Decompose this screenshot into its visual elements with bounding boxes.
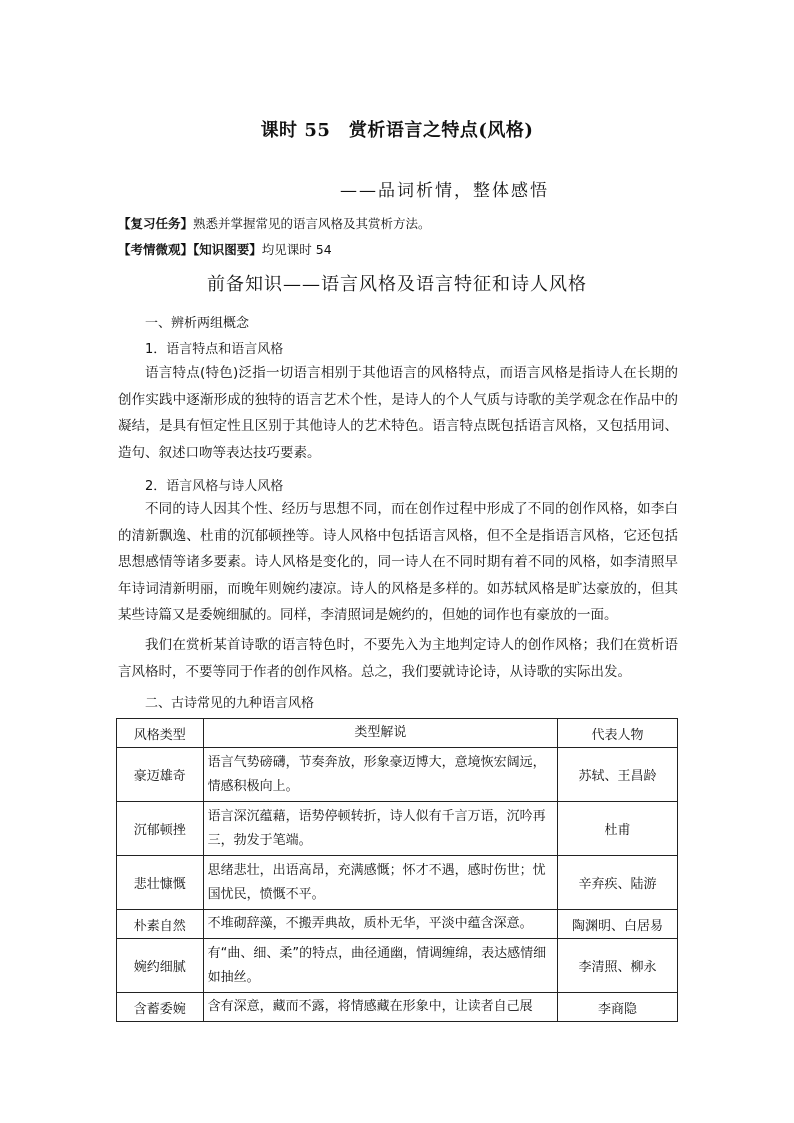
- part1-sub1: 1．语言特点和语言风格: [145, 342, 284, 357]
- lesson-subtitle: ——品词析情，整体感悟: [340, 181, 549, 201]
- table-row: [117, 748, 678, 802]
- section-title: 前备知识——语言风格及语言特征和诗人风格: [207, 274, 587, 295]
- table-row: [117, 910, 678, 939]
- style-desc-cell: 不堆砌辞藻，不搬弄典故，质朴无华，平淡中蕴含深意。: [203, 910, 558, 939]
- table-header-cell: 代表人物: [558, 719, 678, 748]
- exam-info-tag2: 【知识图要】: [193, 242, 262, 257]
- style-type-cell: 沉郁顿挫: [117, 802, 204, 856]
- table-row: [117, 939, 678, 993]
- style-desc-cell: 有“曲、细、柔”的特点，曲径通幽，情调缠绵，表达感情细如抽丝。: [203, 939, 558, 993]
- style-type-cell: 豪迈雄奇: [117, 748, 204, 802]
- exam-info-line: [118, 240, 332, 258]
- style-poets-cell: 杜甫: [558, 802, 678, 856]
- table-row: [117, 993, 678, 1022]
- style-desc-cell: 含有深意，藏而不露，将情感藏在形象中，让读者自己展: [203, 993, 558, 1022]
- part1-para3: 我们在赏析某首诗歌的语言特色时，不要先入为主地判定诗人的创作风格；我们在赏析语言风格时，不要等同于作者的创作风格。总之，我们要就诗论诗，从诗歌的实际出发。: [118, 637, 678, 680]
- table-row: [117, 856, 678, 910]
- review-task-text: 熟悉并掌握常见的语言风格及其赏析方法。: [193, 216, 431, 231]
- style-type-cell: 朴素自然: [117, 910, 204, 939]
- exam-info-tag1: 【考情微观】: [118, 242, 194, 257]
- style-desc-cell: 思绪悲壮，出语高昂，充满感慨；怀才不遇，感时伤世；忧国忧民，愤慨不平。: [203, 856, 558, 910]
- style-poets-cell: 苏轼、王昌龄: [558, 748, 678, 802]
- style-poets-cell: 李商隐: [558, 993, 678, 1022]
- table-header-row: [117, 719, 678, 748]
- lesson-title: 课时 55 赏析语言之特点(风格): [260, 120, 534, 141]
- style-type-cell: 婉约细腻: [117, 939, 204, 993]
- part2-heading: 二、古诗常见的九种语言风格: [145, 696, 315, 711]
- part1-heading: 一、辨析两组概念: [145, 316, 250, 331]
- table-header-cell: 类型解说: [203, 719, 558, 748]
- style-poets-cell: 李清照、柳永: [558, 939, 678, 993]
- style-desc-cell: 语言气势磅礴，节奏奔放，形象豪迈博大，意境恢宏阔远，情感积极向上。: [203, 748, 558, 802]
- review-task-tag: 【复习任务】: [118, 216, 194, 231]
- style-poets-cell: 陶渊明、白居易: [558, 910, 678, 939]
- review-task-line: [118, 214, 431, 232]
- style-poets-cell: 辛弃疾、陆游: [558, 856, 678, 910]
- language-styles-table: [116, 718, 678, 1022]
- style-desc-cell: 语言深沉蕴藉，语势停顿转折，诗人似有千言万语，沉吟再三，勃发于笔端。: [203, 802, 558, 856]
- part1-sub2: 2．语言风格与诗人风格: [145, 479, 284, 494]
- style-type-cell: 悲壮慷慨: [117, 856, 204, 910]
- part1-para2: 不同的诗人因其个性、经历与思想不同，而在创作过程中形成了不同的创作风格，如李白的清新飘逸、杜甫的沉郁顿挫等。诗人风格中包括语言风格，但不全是指语言风格，它还包括思想感情等诸多要素。诗人风格是变化的，同一诗人在不同时期有着不同的风格，如李清照早年诗词清新明丽，而晚年则婉约凄凉。诗人的风格是多样的。如苏轼风格是旷达豪放的，但其某些诗篇又是委婉细腻的。同样，李清照词是婉约的，但她的词作也有豪放的一面。: [118, 501, 678, 623]
- style-type-cell: 含蓄委婉: [117, 993, 204, 1022]
- table-header-cell: 风格类型: [117, 719, 204, 748]
- exam-info-text: 均见课时 54: [261, 242, 332, 257]
- table-row: [117, 802, 678, 856]
- part1-para1: 语言特点(特色)泛指一切语言相别于其他语言的风格特点，而语言风格是指诗人在长期的创作实践中逐渐形成的独特的语言艺术个性，是诗人的个人气质与诗歌的美学观念在作品中的凝结，是具有恒定性且区别于其他诗人的艺术特色。语言特点既包括语言风格，又包括用词、造句、叙述口吻等表达技巧要素。: [118, 365, 678, 461]
